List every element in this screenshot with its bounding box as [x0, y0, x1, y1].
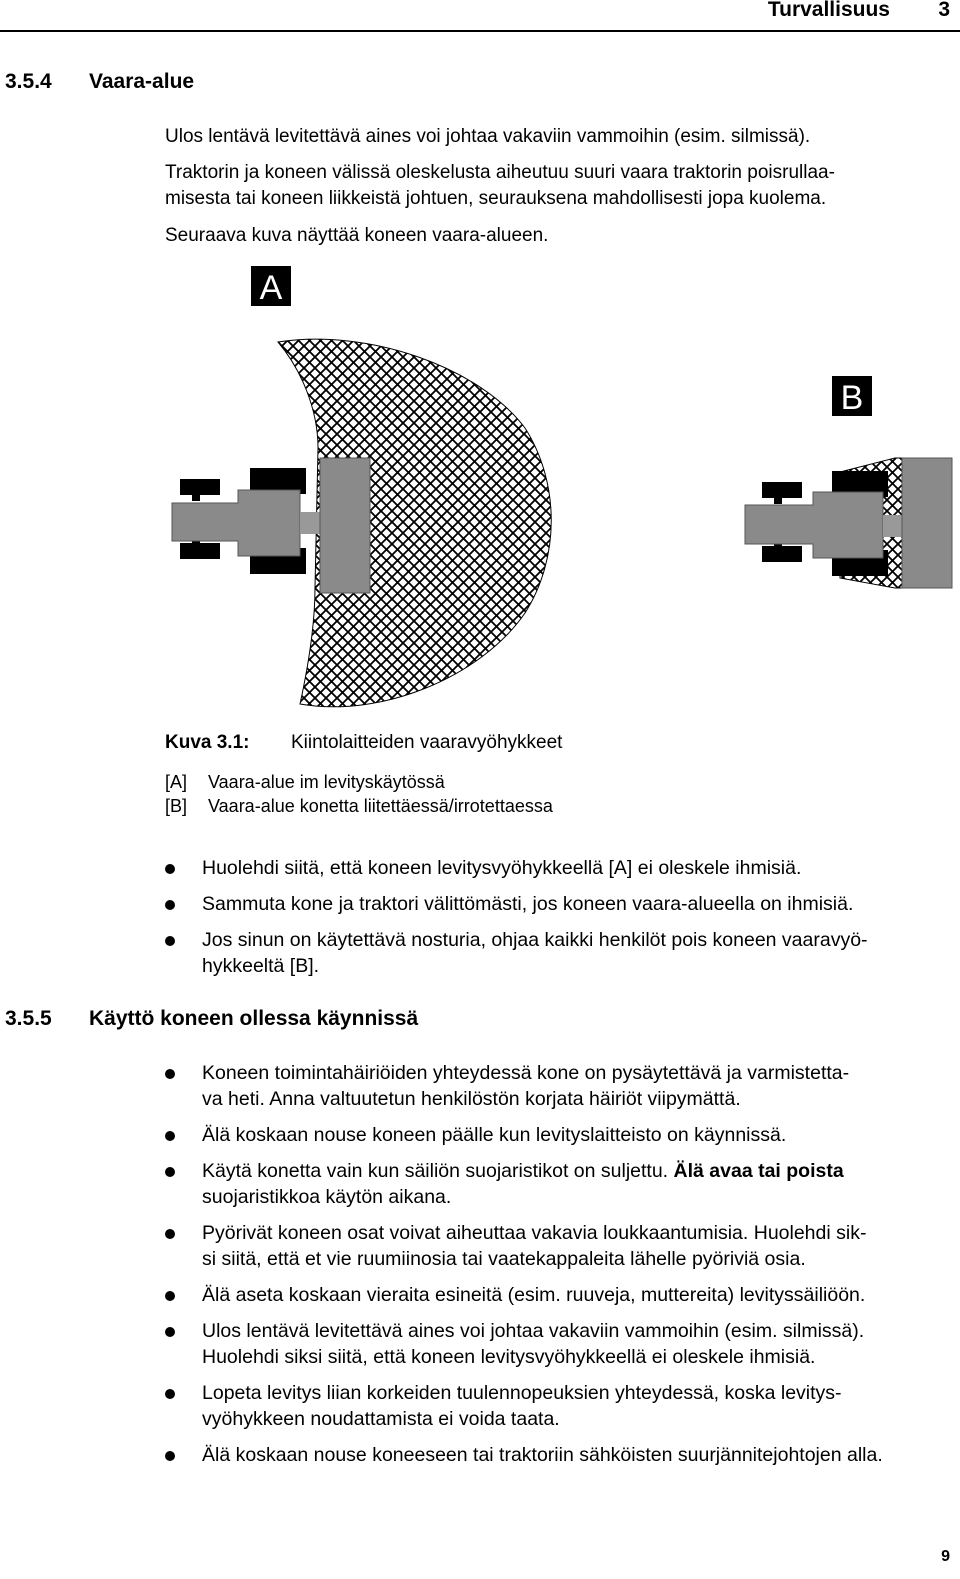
list-item-text: Sammuta kone ja traktori välittömästi, jos koneen vaara-alueella on ihmisiä.	[202, 893, 854, 915]
danger-zone-diagram	[150, 258, 960, 718]
legend-item	[165, 794, 553, 818]
caption-label: Kuva 3.1:	[165, 732, 250, 753]
label-b-text: B	[840, 379, 864, 417]
tractor-a	[172, 458, 370, 593]
section-heading-354	[5, 70, 194, 94]
list-item	[165, 1060, 955, 1112]
list-item	[165, 1282, 955, 1308]
page-number: 9	[941, 1548, 950, 1565]
list-item-text: Koneen toimintahäiriöiden yhteydessä kone on pysäytettävä ja varmistetta- va heti. Anna valtuutetun henkilöstön korjata häiriöt viipymättä.	[202, 1062, 850, 1110]
danger-zone-figure	[150, 258, 960, 718]
list-item	[165, 1380, 955, 1432]
list-item	[165, 1122, 955, 1148]
tractor-b	[745, 458, 952, 588]
list-item-text: Älä aseta koskaan vieraita esineitä (esim. ruuveja, muttereita) levityssäiliöön.	[202, 1284, 866, 1306]
list-item-text: Huolehdi siitä, että koneen levitysvyöhykkeellä [A] ei oleskele ihmisiä.	[202, 857, 802, 879]
bullet-icon	[165, 1291, 175, 1301]
safety-bullet-list-355	[165, 1060, 955, 1478]
list-item	[165, 927, 955, 979]
bullet-icon	[165, 1229, 175, 1239]
intro-paragraph-2b: misesta tai koneen liikkeistä johtuen, seurauksena mahdollisesti jopa kuolema.	[165, 188, 827, 209]
bullet-icon	[165, 1167, 175, 1177]
section-title: Vaara-alue	[89, 70, 195, 93]
list-item-text: Ulos lentävä levitettävä aines voi johtaa vakaviin vammoihin (esim. silmissä). Huolehdi siksi siitä, että koneen levitysvyöhykkeellä ei oleskele ihmisiä.	[202, 1320, 865, 1368]
bullet-icon	[165, 1069, 175, 1079]
intro-paragraph-1: Ulos lentävä levitettävä aines voi johtaa vakaviin vammoihin (esim. silmissä).	[165, 126, 811, 147]
section-number: 3.5.5	[5, 1007, 52, 1030]
bullet-icon	[165, 1131, 175, 1141]
legend-key: [B]	[165, 796, 188, 816]
list-item	[165, 1318, 955, 1370]
legend-item	[165, 770, 445, 794]
bullet-icon	[165, 900, 175, 910]
intro-paragraph-2a: Traktorin ja koneen välissä oleskelusta aiheutuu suuri vaara traktorin poisrullaa-	[165, 162, 835, 183]
list-item-text: Lopeta levitys liian korkeiden tuulennopeuksien yhteydessä, koska levitys- vyöhykkeen noudattamista ei voida taata.	[202, 1382, 842, 1430]
label-b-box	[832, 376, 872, 417]
list-item	[165, 855, 955, 881]
list-item	[165, 1442, 955, 1468]
page-header	[0, 0, 960, 32]
bullet-icon	[165, 936, 175, 946]
list-item-bold-text: Älä avaa tai poista	[673, 1160, 844, 1182]
list-item-text: Jos sinun on käytettävä nosturia, ohjaa kaikki henkilöt pois koneen vaaravyö- hykkeeltä [B].	[202, 929, 868, 977]
list-item-text-group	[202, 1160, 844, 1208]
list-item-text: Älä koskaan nouse koneen päälle kun levityslaitteisto on käynnissä.	[202, 1124, 787, 1146]
list-item	[165, 1220, 955, 1272]
label-a-box	[251, 266, 291, 307]
label-a-text: A	[259, 269, 283, 307]
section-number: 3.5.4	[5, 70, 52, 93]
section-heading-355	[5, 1007, 418, 1031]
safety-bullet-list-354	[165, 855, 955, 989]
header-title: Turvallisuus	[767, 0, 890, 21]
intro-paragraph-3: Seuraava kuva näyttää koneen vaara-alueen.	[165, 225, 549, 246]
caption-text: Kiintolaitteiden vaaravyöhykkeet	[291, 732, 563, 753]
legend-text: Vaara-alue konetta liitettäessä/irrotettaessa	[208, 796, 553, 816]
bullet-icon	[165, 1451, 175, 1461]
list-item-text: Älä koskaan nouse koneeseen tai traktoriin sähköisten suurjännitejohtojen alla.	[202, 1444, 883, 1466]
list-item	[165, 891, 955, 917]
section-title: Käyttö koneen ollessa käynnissä	[89, 1007, 419, 1030]
list-item	[165, 1158, 955, 1210]
legend-text: Vaara-alue im levityskäytössä	[208, 772, 445, 792]
bullet-icon	[165, 864, 175, 874]
legend-key: [A]	[165, 772, 188, 792]
list-item-text: Käytä konetta vain kun säiliön suojaristikot on suljettu.	[202, 1160, 674, 1182]
bullet-icon	[165, 1327, 175, 1337]
bullet-icon	[165, 1389, 175, 1399]
list-item-text: Pyörivät koneen osat voivat aiheuttaa vakavia loukkaantumisia. Huolehdi sik- si siitä, että et vie ruumiinosia tai vaatekappaleita lähelle pyöriviä osia.	[202, 1222, 867, 1270]
header-chapter-number: 3	[938, 0, 950, 21]
figure-caption	[165, 732, 562, 754]
list-item-text: suojaristikkoa käytön aikana.	[202, 1186, 452, 1208]
